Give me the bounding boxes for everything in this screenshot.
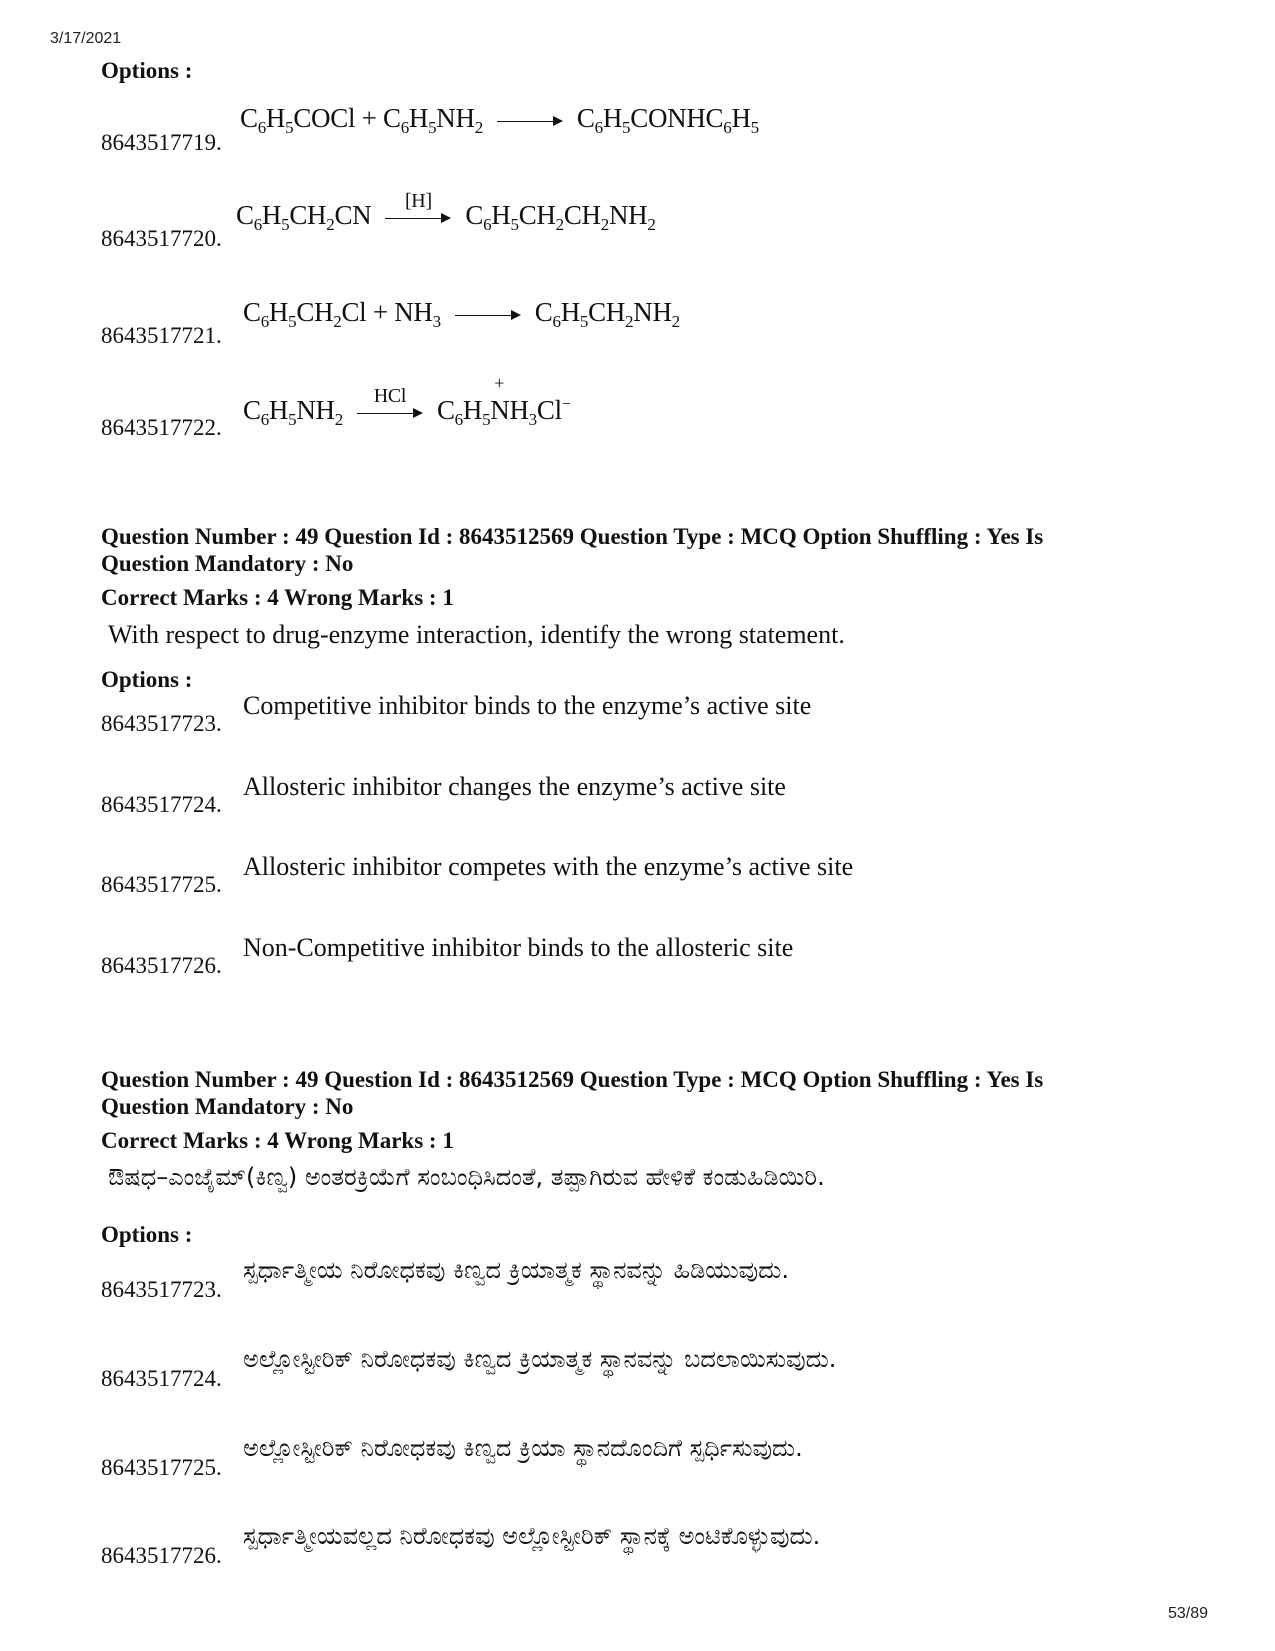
option-id: 8643517723. [101, 1277, 222, 1302]
question-header-line: Question Number : 49 Question Id : 8643512569 Question Type : MCQ Option Shuffling : Yes Is [101, 524, 1044, 549]
option-text: Allosteric inhibitor changes the enzyme’s active site [243, 772, 786, 801]
options-label: Options : [101, 58, 193, 83]
option-text: ಸ್ಪರ್ಧಾತ್ಮೀಯ ನಿರೋಧಕವು ಕಿಣ್ವದ ಕ್ರಿಯಾತ್ಮಕ ಸ್ಥಾನವನ್ನು ಹಿಡಿಯುವುದು. [243, 1256, 789, 1284]
question-header-line: Question Number : 49 Question Id : 8643512569 Question Type : MCQ Option Shuffling : Yes Is [101, 1067, 1044, 1092]
question-marks: Correct Marks : 4 Wrong Marks : 1 [101, 1128, 454, 1153]
options-label: Options : [101, 1222, 193, 1247]
options-label: Options : [101, 667, 193, 692]
reaction-arrow: HCl [357, 403, 423, 423]
option-text: ಅಲ್ಲೋಸ್ಟೀರಿಕ್ ನಿರೋಧಕವು ಕಿಣ್ವದ ಕ್ರಿಯಾ ಸ್ಥಾನದೊಂದಿಗೆ ಸ್ಪರ್ಧಿಸುವುದು. [243, 1434, 803, 1462]
reaction-formula: $C_6H_5COCl + C_6H_5NH_2$ $C_6H_5CONHC_6H_5$ [240, 103, 759, 137]
option-text: Allosteric inhibitor competes with the enzyme’s active site [243, 852, 854, 881]
option-id: 8643517719. [101, 130, 222, 155]
reaction-formula: $C_6H_5NH_2$ HCl $C_6H_5N$ + $H_3Cl^-$ [243, 373, 571, 429]
reaction-arrow [455, 305, 521, 325]
page-number: 53/89 [1168, 1605, 1209, 1622]
option-id: 8643517724. [101, 1366, 222, 1391]
option-text: ಸ್ಪರ್ಧಾತ್ಮೀಯವಲ್ಲದ ನಿರೋಧಕವು ಅಲ್ಲೋಸ್ಟೀರಿಕ್ ಸ್ಥಾನಕ್ಕೆ ಅಂಟಿಕೊಳ್ಳುವುದು. [243, 1522, 821, 1550]
option-text: Non-Competitive inhibitor binds to the allosteric site [243, 933, 794, 962]
reaction-formula: $C_6H_5CH_2Cl + NH_3$ $C_6H_5CH_2NH_2$ [243, 297, 680, 331]
option-id: 8643517721. [101, 323, 222, 348]
question-header [101, 1066, 1181, 1120]
option-text: ಅಲ್ಲೋಸ್ಟೀರಿಕ್ ನಿರೋಧಕವು ಕಿಣ್ವದ ಕ್ರಿಯಾತ್ಮಕ ಸ್ಥಾನವನ್ನು ಬದಲಾಯಿಸುವುದು. [243, 1345, 837, 1373]
option-id: 8643517720. [101, 226, 222, 251]
reaction-arrow [497, 111, 563, 131]
option-text: Competitive inhibitor binds to the enzyme’s active site [243, 691, 812, 720]
reaction-arrow: [H] [385, 208, 451, 228]
option-id: 8643517726. [101, 1543, 222, 1568]
question-stem: ಔಷಧ–ಎಂಜೈಮ್(ಕಿಣ್ವ) ಅಂತರಕ್ರಿಯೆಗೆ ಸಂಬಂಧಿಸಿದಂತೆ, ತಪ್ಪಾಗಿರುವ ಹೇಳಿಕೆ ಕಂಡುಹಿಡಿಯಿರಿ. [108, 1163, 825, 1191]
question-header [101, 523, 1181, 577]
option-id: 8643517725. [101, 872, 222, 897]
option-id: 8643517724. [101, 792, 222, 817]
option-id: 8643517723. [101, 711, 222, 736]
print-date: 3/17/2021 [50, 30, 122, 47]
option-id: 8643517726. [101, 953, 222, 978]
question-header-line: Question Mandatory : No [101, 551, 354, 576]
option-id: 8643517725. [101, 1455, 222, 1480]
question-stem: With respect to drug-enzyme interaction, identify the wrong statement. [108, 620, 845, 649]
reaction-formula: $C_6H_5CH_2CN$ [H] $C_6H_5CH_2CH_2NH_2$ [236, 189, 656, 234]
question-header-line: Question Mandatory : No [101, 1094, 354, 1119]
option-id: 8643517722. [101, 415, 222, 440]
question-marks: Correct Marks : 4 Wrong Marks : 1 [101, 585, 454, 610]
